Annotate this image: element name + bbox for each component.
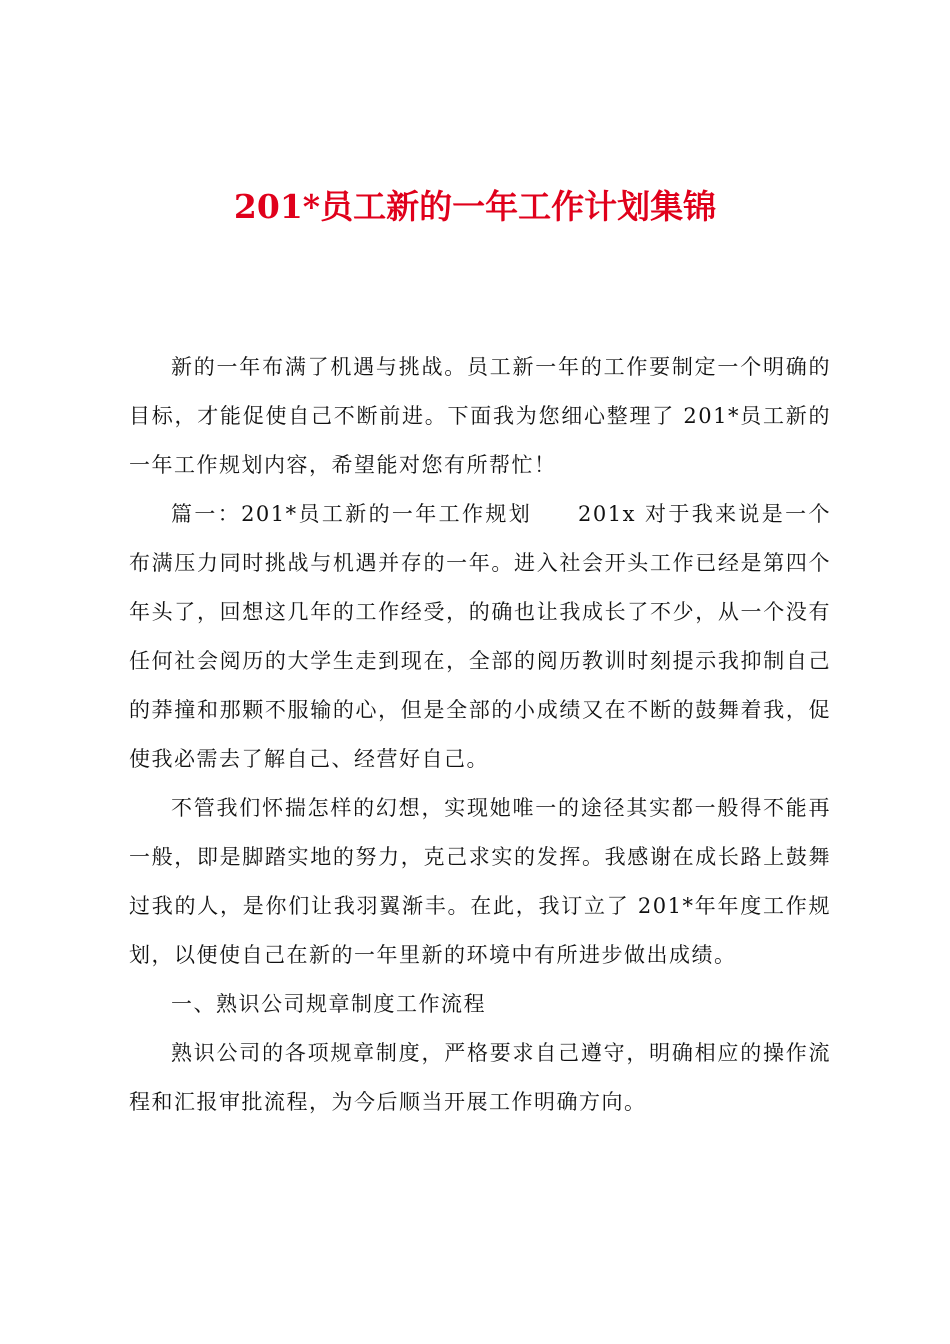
section-paragraph	[129, 490, 831, 784]
intro-paragraph: 新的一年布满了机遇与挑战。员工新一年的工作要制定一个明确的目标，才能促使自己不断前进。下面我为您细心整理了 201*员工新的一年工作规划内容，希望能对您有所帮忙！	[129, 355, 831, 477]
section-heading: 篇一：201*员工新的一年工作规划	[171, 502, 533, 526]
subsection-heading: 一、熟识公司规章制度工作流程	[171, 992, 486, 1016]
document-title: 201*员工新的一年工作计划集锦	[233, 187, 717, 226]
section-body-text: 201x 对于我来说是一个布满压力同时挑战与机遇并存的一年。进入社会开头工作已经是第四个年头了，回想这几年的工作经受，的确也让我成长了不少，从一个没有任何社会阅历的大学生走到现在，全部的阅历教训时刻提示我抑制自己的莽撞和那颗不服输的心，但是全部的小成绩又在不断的鼓舞着我，促使我必需去了解自己、经营好自己。	[129, 502, 831, 771]
body-paragraph: 熟识公司的各项规章制度，严格要求自己遵守，明确相应的操作流程和汇报审批流程，为今后顺当开展工作明确方向。	[129, 1041, 831, 1114]
body-paragraph: 不管我们怀揣怎样的幻想，实现她唯一的途径其实都一般得不能再一般，即是脚踏实地的努力，克己求实的发挥。我感谢在成长路上鼓舞过我的人，是你们让我羽翼渐丰。在此，我订立了 201*年年度工作规划，以便使自己在新的一年里新的环境中有所进步做出成绩。	[129, 796, 831, 967]
document-body	[129, 343, 831, 1127]
